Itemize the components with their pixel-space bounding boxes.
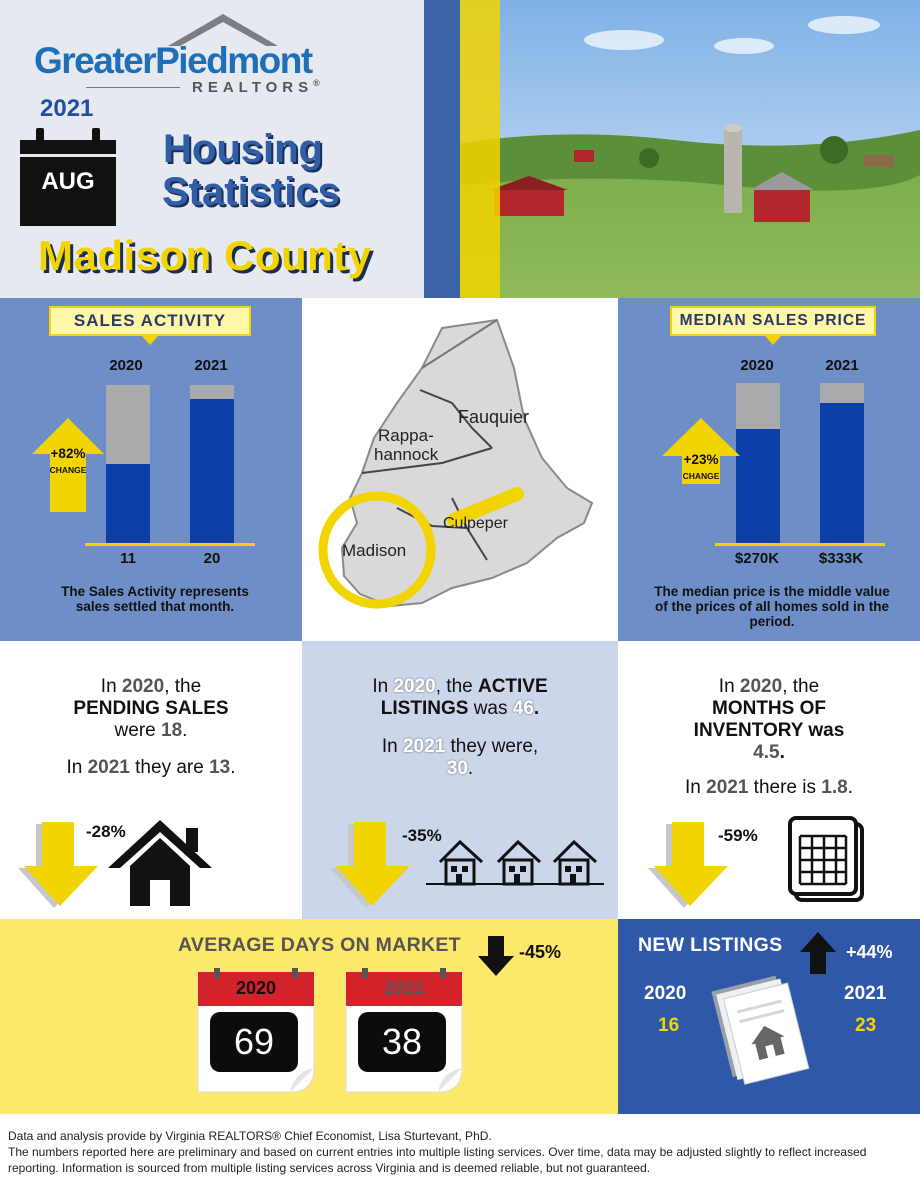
new-listings-value-2021: 23 (855, 1015, 877, 1036)
house-icon (108, 818, 212, 906)
map-label-culpeper: Culpeper (443, 515, 508, 532)
dom-value-2021: 38 (358, 1012, 446, 1072)
new-listings-year-2021: 2021 (844, 983, 887, 1004)
price-year-2020: 2020 (740, 357, 774, 374)
sales-value-2021: 20 (203, 550, 221, 567)
county-name: Madison County (38, 232, 372, 279)
sales-baseline (85, 543, 255, 546)
new-listings-value-2020: 16 (658, 1015, 680, 1036)
pending-sales-2021-text: In 2021 they are 13. (66, 757, 236, 778)
month-calendar-icon (20, 128, 116, 226)
median-price-title: MEDIAN SALES PRICE (670, 306, 876, 336)
active-change-pct: -35% (402, 826, 442, 845)
report-year: 2021 (40, 95, 94, 122)
price-value-2020: $270K (734, 550, 780, 567)
decor-stripe-yellow (460, 0, 500, 298)
down-arrow-icon (330, 822, 412, 908)
sales-change-pct: +82% (50, 446, 86, 461)
new-listings-change-pct: +44% (846, 942, 893, 962)
months-inventory-text: In 2020, the MONTHS OF INVENTORY was 4.5. (693, 676, 845, 763)
down-arrow-small-icon (478, 936, 514, 978)
map-label-fauquier: Fauquier (458, 407, 530, 427)
dom-calendar-2020 (194, 968, 318, 1096)
price-year-2021: 2021 (825, 357, 859, 374)
price-value-2021: $333K (818, 550, 864, 567)
logo-divider (86, 87, 180, 88)
calendar-grid-icon (788, 816, 868, 904)
months-inventory-2021-text: In 2021 there is 1.8. (685, 777, 853, 798)
footer-note: The numbers reported here are preliminary and based on current entries into multiple listing services. Over time, data may be adjusted slightly to reflect increased reporting. Information is sourced from multiple listing services across Virginia and is deemed reliable, but not guaranteed. (8, 1145, 867, 1175)
pill-pointer (765, 336, 781, 345)
price-bar-2020 (736, 429, 780, 543)
median-price-note: The median price is the middle value of the prices of all homes sold in the period. (654, 584, 890, 629)
map-label-madison: Madison (342, 541, 407, 560)
houses-icon (426, 838, 604, 888)
dom-year-2021: 2021 (383, 978, 425, 998)
footer-disclaimer (8, 1128, 908, 1176)
pending-change-pct: -28% (86, 822, 126, 841)
listing-documents-icon (700, 968, 812, 1092)
dom-calendar-2021 (342, 968, 466, 1096)
days-on-market-title: AVERAGE DAYS ON MARKET (178, 934, 461, 956)
page-title-line1: Housing (163, 127, 323, 171)
price-change-pct: +23% (683, 452, 719, 467)
sales-bar-2021 (190, 399, 234, 543)
dom-year-2020: 2020 (235, 978, 277, 998)
report-month: AUG (41, 168, 95, 195)
decor-stripe-blue (424, 0, 460, 298)
active-listings-2021-text: In 2021 they were, 30. (381, 736, 539, 779)
sales-change-label: CHANGE (49, 465, 87, 475)
price-change-label: CHANGE (682, 471, 720, 481)
logo-wordmark: GreaterPiedmont (34, 40, 312, 81)
page-title-line2: Statistics (162, 170, 340, 214)
price-bar-2021 (820, 403, 864, 543)
inventory-change-pct: -59% (718, 826, 758, 845)
sales-year-2021: 2021 (194, 357, 228, 374)
dom-change-pct: -45% (519, 942, 562, 962)
active-listings-text: In 2020, the ACTIVE LISTINGS was 46. (372, 676, 548, 719)
map-label-rappahannock-2: hannock (374, 445, 439, 464)
dom-value-2020: 69 (210, 1012, 298, 1072)
new-listings-title: NEW LISTINGS (638, 934, 783, 956)
sales-year-2020: 2020 (109, 357, 143, 374)
footer-source: Data and analysis provide by Virginia REALTORS® Chief Economist, Lisa Sturtevant, PhD. (8, 1129, 492, 1143)
sales-activity-note: The Sales Activity represents sales settled that month. (61, 584, 249, 614)
pill-pointer (142, 336, 158, 345)
pending-sales-text: In 2020, the PENDING SALES were 18. (73, 676, 229, 741)
sales-bar-2020 (106, 464, 150, 543)
sales-value-2020: 11 (120, 550, 136, 567)
county-map (302, 298, 618, 641)
logo-realtors: REALTORS® (192, 78, 320, 96)
price-baseline (715, 543, 885, 546)
sales-activity-title: SALES ACTIVITY (49, 306, 251, 336)
new-listings-year-2020: 2020 (644, 983, 687, 1004)
map-label-rappahannock-1: Rappa- (378, 426, 434, 445)
